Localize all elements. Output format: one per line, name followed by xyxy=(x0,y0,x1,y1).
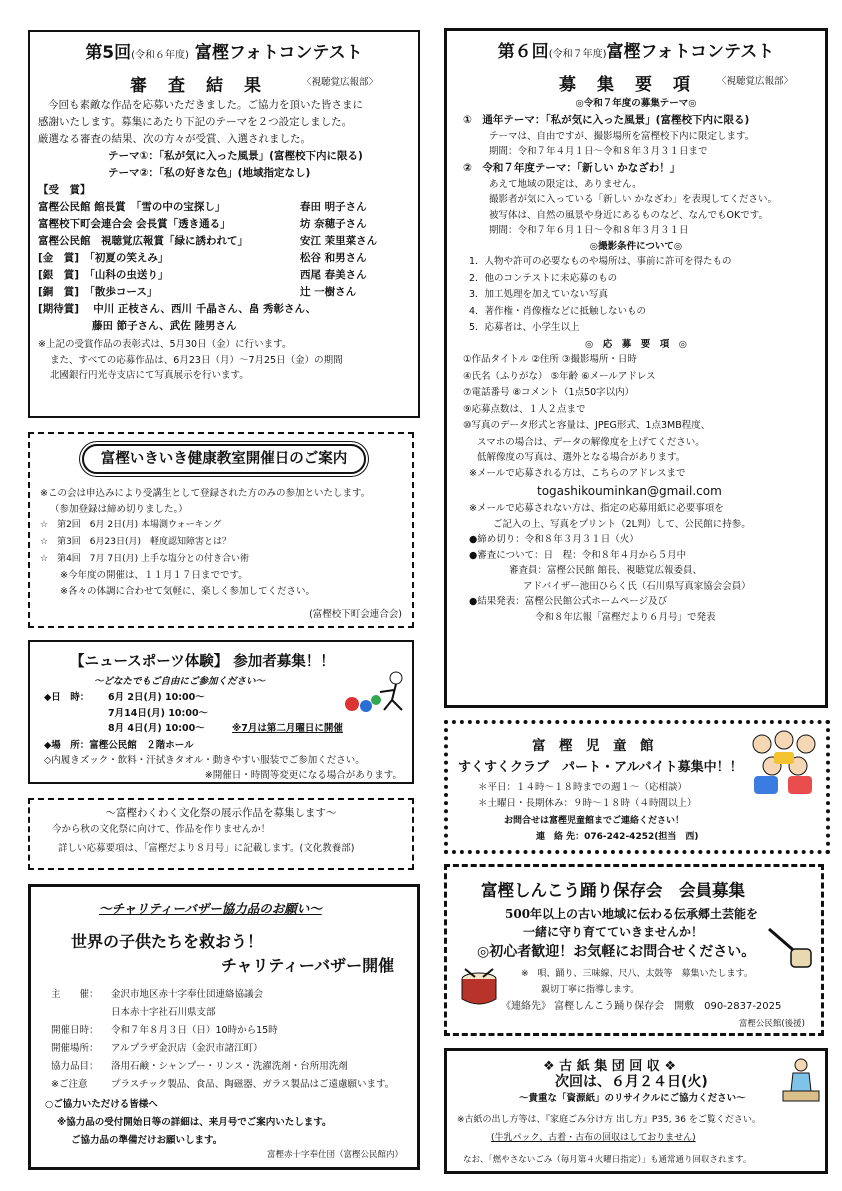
photo-contest-6-title: 第６回(令和７年度)富樫フォトコンテスト xyxy=(497,42,775,62)
photo-contest-6-box xyxy=(444,28,828,708)
charity-help-line: ご協力品の準備だけお願いします。 xyxy=(71,1135,223,1146)
intro-line: 今回も素敵な作品を応募いただきました。ご協力を頂いた皆さまに xyxy=(48,99,363,111)
health-item: ☆ 第3回 6月23日(月) 軽度認知障害とは？ xyxy=(40,537,231,547)
photo-contest-5-box xyxy=(28,30,420,418)
news-sports-title: 【ニュースポーツ体験】 参加者募集！！ xyxy=(70,654,335,670)
email-address[interactable]: togashikouminkan@gmail.com xyxy=(537,484,722,498)
dance-place: 富樫公民館(後援) xyxy=(738,1019,805,1029)
award-name: 辻 一樹さん xyxy=(300,286,357,298)
mail-note: ※メールで応募される方は、こちらのアドレスまで xyxy=(469,467,686,479)
dance-contact: 《連絡先》 富樫しんこう踊り保存会 開敷 090-2837-2025 xyxy=(501,1001,782,1012)
theme-line: 被写体は、自然の風景や身近にあるものなど、なんでもOKです。 xyxy=(489,209,768,221)
theme-line: 期間：令和７年４月１日〜令和８年３月３１日まで xyxy=(489,146,708,157)
award-prize: [銅 賞] 「散歩コース」 xyxy=(38,286,158,298)
charity-row xyxy=(51,1059,394,1077)
theme-line: 撮影者が気に入っている「新しい かなざわ」を表現してください。 xyxy=(489,194,778,205)
charity-row-value: アルプラザ金沢店（金沢市諸江町） xyxy=(111,1043,263,1054)
dance-line: 親切丁寧に指導します。 xyxy=(541,985,640,995)
recycle-person-icon xyxy=(779,1057,823,1105)
nomail-line: ※メールで応募されない方は、指定の応募用紙に必要事項を xyxy=(469,503,724,514)
intro-line: 厳選なる審査の結果、次の方々が受賞、入選されました。 xyxy=(38,133,311,145)
requirements-list xyxy=(463,352,825,435)
bowling-icon xyxy=(340,670,410,714)
charity-row-key: 開催場所： xyxy=(51,1043,99,1054)
kids-hall-sub: すくすくクラブ パート・アルバイト募集中！！ xyxy=(458,760,743,775)
result-line: ●結果発表：富樫公民館公式ホームページ及び xyxy=(469,596,668,607)
award-name: 西尾 春美さん xyxy=(300,269,367,281)
shamisen-icon xyxy=(765,925,815,971)
news-sports-sub: 〜どなたでもご自由にご参加ください〜 xyxy=(94,676,266,687)
festival-line: 詳しい応募要項は、「富樫だより８月号」に記載します。(文化教養部) xyxy=(58,843,355,854)
condition-item: 4．著作権・肖像権などに抵触しないもの xyxy=(469,305,647,317)
req-line: 低解像度の写真は、選外となる場合があります。 xyxy=(477,452,686,463)
result-line: 令和８年広報「富樫だより６月号」で発表 xyxy=(535,611,716,623)
award-name: 春田 明子さん xyxy=(300,201,367,213)
festival-line: 今から秋の文化祭に向けて、作品を作りませんか！ xyxy=(52,823,271,835)
condition-item: 5．応募者は、小学生以上 xyxy=(469,322,580,333)
charity-row xyxy=(51,1023,394,1041)
requirement-item: ⑦電話番号 ⑧コメント（1点50字以内） xyxy=(463,387,635,398)
award-row xyxy=(38,250,418,267)
kids-line: ＊土曜日・長期休み：９時〜１８時（４時間以上） xyxy=(478,798,697,809)
kitai-line: [期待賞] 中川 正枝さん、西川 千晶さん、畠 秀彰さん、 xyxy=(38,303,317,315)
dance-welcome: ◎初心者歓迎！お気軽にお問合せください。 xyxy=(477,944,756,960)
charity-big-2: チャリティーバザー開催 xyxy=(221,956,395,975)
charity-help-line: ※協力品の受付開始日等の詳細は、来月号でご案内いたします。 xyxy=(57,1117,332,1128)
theme-line: 期間：令和７年６月１日〜令和８年３月３１日 xyxy=(489,225,689,236)
sports-date: 6月 2日(月) 10:00〜 xyxy=(108,692,205,703)
sports-date: 7月14日(月) 10:00〜 xyxy=(108,707,209,719)
charity-help-head: ○ご協力いただける皆様へ xyxy=(45,1099,158,1110)
charity-bazaar-box xyxy=(28,884,420,1170)
health-items xyxy=(40,517,370,568)
kids-hall-box xyxy=(444,720,830,854)
change-line: ※開催日・時間等変更になる場合があります。 xyxy=(204,770,402,781)
judge-line: アドバイザー池田ひらく氏（石川県写真家協会会員） xyxy=(523,580,751,592)
charity-row xyxy=(51,1041,394,1059)
charity-title: 〜チャリティーバザー協力品のお願い〜 xyxy=(99,901,322,916)
photo-contest-5-heading: 審 査 結 果 xyxy=(130,76,263,96)
dance-line: 一緒に守り育てていきませんか！ xyxy=(523,925,704,939)
health-item: ☆ 第2回 6月 2日(月) 本場測ウォーキング xyxy=(40,520,222,530)
charity-row-key: 開催日時： xyxy=(51,1025,99,1036)
intro-line: 感謝いたします。募集にあたり下記のテーマを２つ設定しました。 xyxy=(38,116,353,128)
charity-row-key: 主 催： xyxy=(51,989,99,1000)
award-name: 坊 奈穂子さん xyxy=(300,218,367,230)
requirement-item: ④氏名（ふりがな） ⑤年齢 ⑥メールアドレス xyxy=(463,370,656,382)
award-row xyxy=(38,267,418,284)
charity-row-value: プラスチック製品、食品、陶磁器、ガラス製品はご遠慮願います。 xyxy=(111,1079,395,1090)
note-line: 北國銀行円光寺支店にて写真展示を行います。 xyxy=(50,370,249,381)
kids-line: お問合せは富樫児童館までご連絡ください！ xyxy=(504,816,685,826)
note-line: また、すべての応募作品は、6月23日（月）〜7月25日（金）の期間 xyxy=(50,354,343,366)
sports-date: 8月 4日(月) 10:00〜 xyxy=(108,723,205,734)
charity-big-1: 世界の子供たちを救おう！ xyxy=(71,932,264,951)
health-class-title: 富樫いきいき健康教室開催日のご案内 xyxy=(82,444,366,474)
place-line: ◆場 所：富樫公民館 ２階ホール xyxy=(44,740,194,751)
waste-paper-line: ※古紙の出し方等は、『家庭ごみ分け方 出し方』P35, 36 をご覧ください。 xyxy=(457,1115,761,1125)
kids-contact: 連 絡 先：076-242-4252(担当 西) xyxy=(536,832,699,842)
date-note: ※7月は第二月曜日に開催 xyxy=(232,723,343,734)
health-line: ※この会は申込みにより受講生として登録された方のみの参加といたします。 xyxy=(40,488,371,499)
sports-dates xyxy=(108,690,208,737)
dance-box xyxy=(444,864,824,1036)
health-line: （参加登録は締め切りました。） xyxy=(50,503,188,515)
dance-line: ※ 唄、踊り、三味線、尺八、太鼓等 募集いたします。 xyxy=(521,969,753,979)
charity-row xyxy=(51,1077,394,1095)
judge-line: ●審査について：日 程：令和８年４月から５月中 xyxy=(469,549,687,561)
awards-list xyxy=(38,199,418,301)
award-row xyxy=(38,284,418,301)
requirement-item: ⑨応募点数は、１人２点まで xyxy=(463,403,586,415)
award-name: 安江 茉里菜さん xyxy=(300,235,378,247)
charity-row-value: 日本赤十字社石川県支部 xyxy=(111,1007,216,1018)
judge-line: 審査員：富樫公民館 館長、視聴覚広報委員、 xyxy=(509,565,703,576)
condition-item: 3．加工処理を加えていない写真 xyxy=(469,289,609,300)
award-name: 松谷 和男さん xyxy=(300,252,367,264)
health-org: (富樫校下町会連合会) xyxy=(309,608,402,620)
award-prize: 富樫公民館 視聴覚広報賞「緑に誘われて」 xyxy=(38,235,248,247)
charity-row-value: 洛用石鹸・シャンプー・リンス・洗濯洗剤・台所用洗剤 xyxy=(111,1061,348,1072)
award-prize: [銀 賞] 「山科の虫送り」 xyxy=(38,269,169,281)
award-prize: [金 賞] 「初夏の笑えみ」 xyxy=(38,252,169,264)
theme-line: ② 令和７年度テーマ：「新しい かなざわ！」 xyxy=(463,161,681,174)
waste-paper-line: なお、「燃やさないごみ（毎月第４火曜日指定）」も通常通り回収されます。 xyxy=(463,1155,752,1165)
charity-row-value: 金沢市地区赤十字奉仕団連絡協議会 xyxy=(111,989,264,1000)
charity-row xyxy=(51,1005,394,1023)
kitai-line: 藤田 節子さん、武佐 陸男さん xyxy=(92,320,237,332)
kids-line: ＊平日：１４時〜１８時までの週１〜（応相談） xyxy=(478,782,688,793)
taiko-drum-icon xyxy=(459,967,499,1009)
nomail-line: ご記入の上、写真をプリント（2L判）して、公民館に持参。 xyxy=(493,518,751,530)
festival-title: 〜富樫わくわく文化祭の展示作品を募集します〜 xyxy=(105,807,337,819)
charity-row xyxy=(51,987,394,1005)
photo-contest-6-dept: 〈視聴覚広報部〉 xyxy=(717,76,794,87)
bring-line: ◇内履きズック・飲料・汗拭きタオル・動きやすい服装でご参加ください。 xyxy=(44,755,365,766)
theme-2: テーマ②：「私の好きな色」(地域指定なし) xyxy=(108,167,311,179)
theme-1: テーマ①：「私が気に入った風景」(富樫校下内に限る) xyxy=(108,150,363,162)
theme-line: テーマは、自由ですが、撮影場所を富樫校下内に限定します。 xyxy=(489,130,755,142)
health-item: ☆ 第4回 7月 7日(月) 上手な塩分との付き合い術 xyxy=(40,554,249,564)
award-row xyxy=(38,233,418,250)
condition-item: 1．人物や許可の必要なものや場所は、事前に許可を得たもの xyxy=(469,256,732,267)
photo-contest-5-title: 第5回(令和６年度) 富樫フォトコンテスト xyxy=(85,43,363,63)
deadline-line: ●締め切り：令和８年３月３１日（火） xyxy=(469,534,639,545)
kids-hall-title: 富 樫 児 童 館 xyxy=(532,738,654,754)
festival-box xyxy=(28,798,414,870)
charity-row-key: ※ご注意 xyxy=(51,1079,88,1090)
charity-rows xyxy=(51,987,394,1095)
health-note: ※今年度の開催は、１１月１７日までです。 xyxy=(60,570,248,581)
award-prize: 富樫校下町会連合会 会長賞「透き通る」 xyxy=(38,218,231,230)
health-note: ※各々の体調に合わせて気軽に、楽しく参加してください。 xyxy=(60,585,315,597)
award-heading: 【受 賞】 xyxy=(38,184,91,196)
award-prize: 富樫公民館 館長賞 「雪の中の宝探し」 xyxy=(38,201,226,213)
date-label: ◆日 時： xyxy=(44,692,90,703)
health-class-box xyxy=(28,432,414,628)
conditions-list xyxy=(463,254,825,337)
photo-contest-6-heading: 募 集 要 項 xyxy=(559,75,692,95)
waste-paper-sub: 〜貴重な「資源紙」のリサイクルにご協力ください〜 xyxy=(519,1093,746,1104)
requirement-item: ①作品タイトル ②住所 ③撮影場所・日時 xyxy=(463,354,637,365)
requirement-item: ⑩写真のデータ形式と容量は、JPEG形式、1点3MB程度、 xyxy=(463,420,711,431)
req-line: スマホの場合は、データの解像度を上げてください。 xyxy=(477,436,705,448)
theme-line: あえて地域の限定は、ありません。 xyxy=(489,178,642,190)
charity-row-key: 協力品目： xyxy=(51,1061,99,1072)
waste-paper-box xyxy=(444,1048,828,1174)
award-row xyxy=(38,199,418,216)
award-row xyxy=(38,216,418,233)
photo-contest-5-dept: 〈視聴覚広報部〉 xyxy=(302,77,379,88)
news-sports-box xyxy=(28,640,414,784)
conditions-heading: ◎撮影条件について◎ xyxy=(589,240,683,252)
waste-paper-line: (牛乳パック、古着・古布の回収はしておりません) xyxy=(491,1133,696,1143)
dance-title: 富樫しんこう踊り保存会 会員募集 xyxy=(481,881,745,900)
theme-line: ① 通年テーマ：「私が気に入った風景」(富樫校下内に限る) xyxy=(463,113,750,126)
dance-line: 500年以上の古い地域に伝わる伝承郷土芸能を xyxy=(505,907,759,921)
condition-item: 2．他のコンテストに未応募のもの xyxy=(469,272,618,284)
charity-org: 富樫赤十字奉仕団（富樫公民館内） xyxy=(266,1149,403,1160)
waste-paper-title: ❖ 古 紙 集 団 回 収 ❖ xyxy=(543,1059,676,1074)
waste-paper-next: 次回は、６月２４日(火) xyxy=(555,1074,708,1090)
note-line: ※上記の受賞作品の表彰式は、5月30日（金）に行います。 xyxy=(38,339,292,350)
charity-row-value: 令和７年８月３日（日）10時から15時 xyxy=(111,1025,278,1036)
children-icon xyxy=(748,728,824,798)
requirements-heading: ◎ 応 募 要 項 ◎ xyxy=(584,338,688,350)
theme-heading: ◎令和７年度の募集テーマ◎ xyxy=(575,98,697,109)
